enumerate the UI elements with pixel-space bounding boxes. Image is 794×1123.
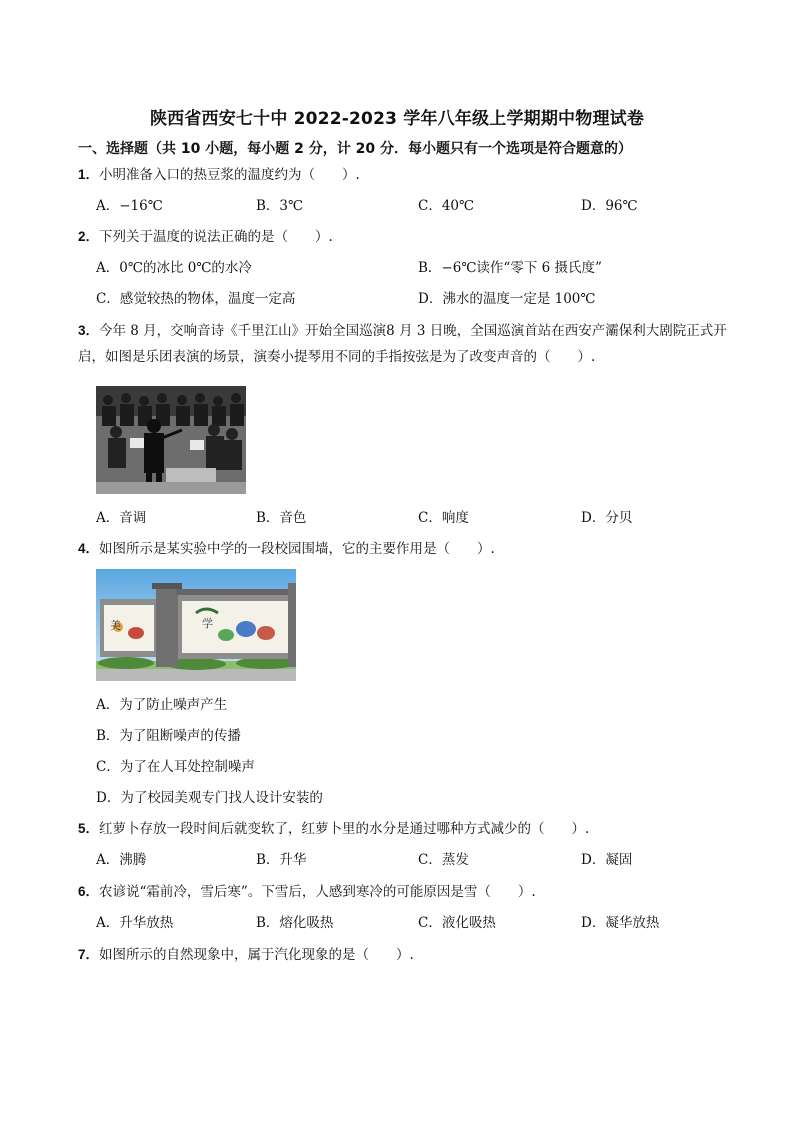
option-b: B．音色 — [256, 510, 307, 526]
option-a: A．0℃的冰比 0℃的水冷 — [96, 260, 252, 276]
exam-title: 陕西省西安七十中 2022-2023 学年八年级上学期期中物理试卷 — [149, 109, 645, 129]
option-c: C．液化吸热 — [418, 915, 496, 931]
wall-char-2: 学 — [202, 617, 213, 630]
question-6 — [78, 882, 536, 902]
question-number: 7． — [78, 947, 100, 962]
option-b: B．为了阻断噪声的传播 — [96, 728, 241, 744]
option-a: A．音调 — [96, 510, 147, 526]
option-b: B．熔化吸热 — [256, 915, 334, 931]
option-b: B．升华 — [256, 852, 307, 868]
option-c: C．40℃ — [418, 198, 475, 214]
section-heading: 一、选择题（共 10 小题，每小题 2 分，计 20 分．每小题只有一个选项是符合题意的） — [78, 141, 632, 157]
orchestra-photo — [96, 386, 246, 494]
question-number: 4． — [78, 541, 100, 556]
question-text: 如图所示的自然现象中，属于汽化现象的是（ ）. — [99, 947, 414, 963]
question-text: 红萝卜存放一段时间后就变软了，红萝卜里的水分是通过哪种方式减少的（ ）. — [99, 821, 590, 837]
question-text: 小明准备入口的热豆浆的温度约为（ ）. — [99, 167, 360, 183]
option-a: A．沸腾 — [96, 852, 147, 868]
option-b: B．−6℃读作“零下 6 摄氏度” — [418, 260, 602, 276]
question-number: 6． — [78, 884, 100, 899]
option-c: C．蒸发 — [418, 852, 469, 868]
option-b: B．3℃ — [256, 198, 304, 214]
question-text: 农谚说“霜前冷，雪后寒”。下雪后，人感到寒冷的可能原因是雪（ ）. — [99, 884, 536, 900]
question-number: 5． — [78, 821, 100, 836]
question-text: 如图所示是某实验中学的一段校园围墙，它的主要作用是（ ）. — [99, 541, 495, 557]
question-4 — [78, 539, 495, 559]
option-a: A．为了防止噪声产生 — [96, 697, 228, 713]
option-d: D．沸水的温度一定是 100℃ — [418, 291, 596, 307]
option-d: D．凝固 — [581, 852, 633, 868]
option-d: D．为了校园美观专门找人设计安装的 — [96, 790, 323, 806]
option-c: C．为了在人耳处控制噪声 — [96, 759, 255, 775]
question-text: 下列关于温度的说法正确的是（ ）. — [99, 229, 333, 245]
question-1 — [78, 165, 360, 185]
question-number: 3． — [78, 323, 100, 338]
option-a: A．−16℃ — [96, 198, 163, 214]
question-number: 2． — [78, 229, 100, 244]
question-7 — [78, 945, 414, 965]
question-5 — [78, 819, 589, 839]
wall-char-1: 美 — [110, 619, 121, 632]
campus-wall-photo — [96, 569, 296, 681]
option-d: D．分贝 — [581, 510, 633, 526]
option-c: C．感觉较热的物体，温度一定高 — [96, 291, 296, 307]
option-d: D．96℃ — [581, 198, 638, 214]
question-number: 1． — [78, 167, 100, 182]
question-3 — [78, 318, 746, 370]
option-a: A．升华放热 — [96, 915, 174, 931]
question-text: 今年 8 月，交响音诗《千里江山》开始全国巡演8 月 3 日晚，全国巡演首站在西安产灞保利大剧院正式开启，如图是乐团表演的场景，演奏小提琴用不同的手指按弦是为了改变声音的（ ）. — [78, 323, 727, 365]
option-c: C．响度 — [418, 510, 469, 526]
option-d: D．凝华放热 — [581, 915, 660, 931]
question-2 — [78, 227, 333, 247]
